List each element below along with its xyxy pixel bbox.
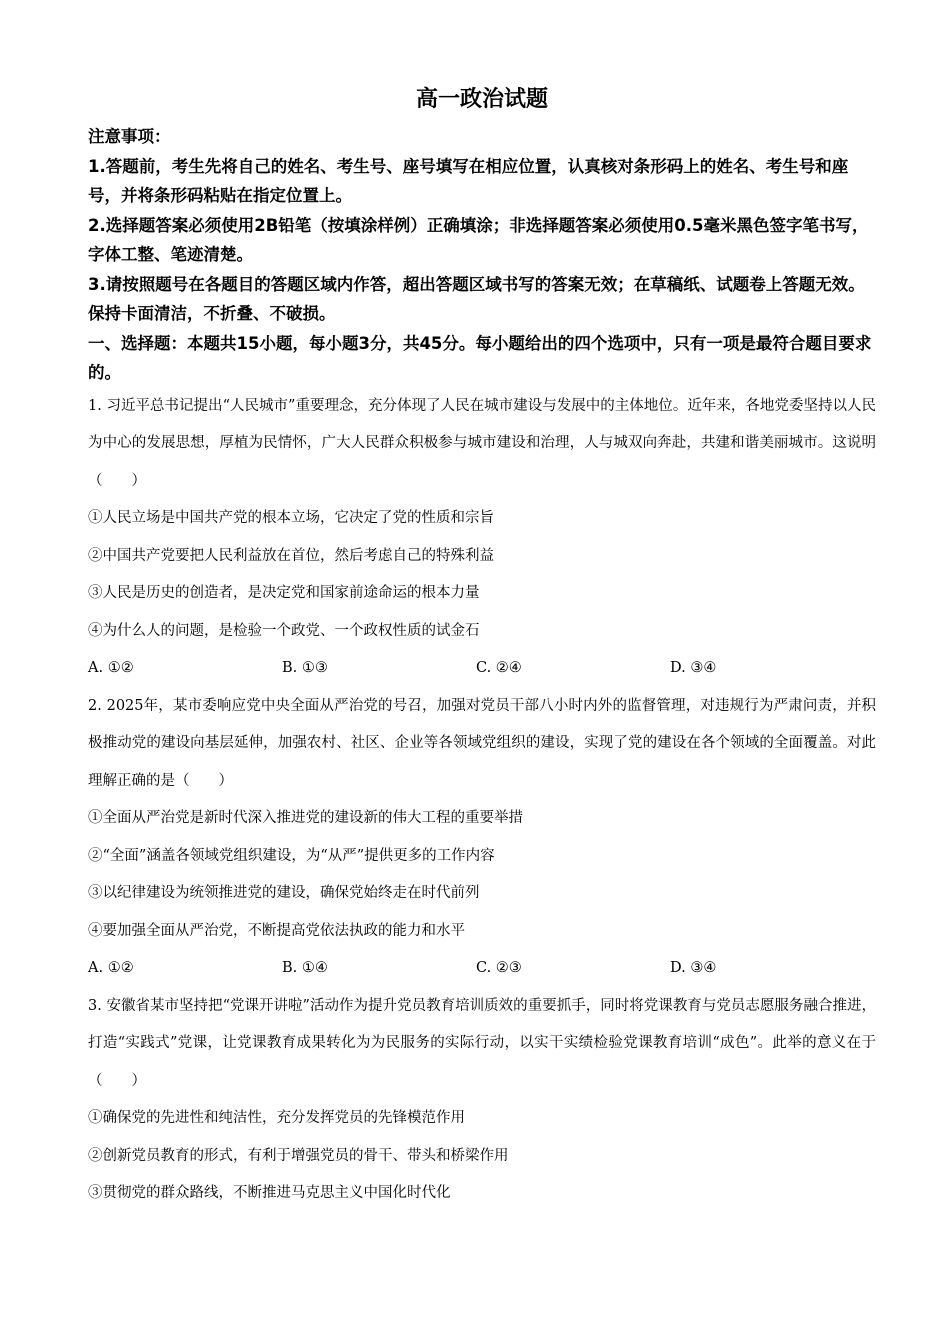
question-2-choice-c[interactable]: C. ②③ bbox=[476, 960, 522, 976]
exam-page bbox=[88, 80, 876, 1213]
question-1-choices bbox=[88, 650, 876, 688]
notice-block bbox=[88, 122, 876, 329]
question-2 bbox=[88, 688, 876, 988]
question-2-choices bbox=[88, 950, 876, 988]
question-3 bbox=[88, 988, 876, 1213]
question-1-choice-d[interactable]: D. ③④ bbox=[670, 660, 717, 676]
question-2-stem: 2. 2025年，某市委响应党中央全面从严治党的号召，加强对党员干部八小时内外的监督管理，对违规行为严肃问责，并积极推动党的建设向基层延伸，加强农村、社区、企业等各领域党组织的建设，实现了党的建设在各个领域的全面覆盖。对此理解正确的是（ ） bbox=[88, 697, 876, 789]
question-2-statement-3: ③以纪律建设为统领推进党的建设，确保党始终走在时代前列 bbox=[88, 885, 480, 901]
question-2-choice-d[interactable]: D. ③④ bbox=[670, 960, 717, 976]
question-1-statement-2: ②中国共产党要把人民利益放在首位，然后考虑自己的特殊利益 bbox=[88, 547, 494, 564]
question-2-choice-a[interactable]: A. ①② bbox=[88, 960, 134, 976]
question-1-statement-1: ①人民立场是中国共产党的根本立场，它决定了党的性质和宗旨 bbox=[88, 510, 494, 526]
question-3-stem: 3. 安徽省某市坚持把“党课开讲啦”活动作为提升党员教育培训质效的重要抓手，同时将党课教育与党员志愿服务融合推进，打造“实践式”党课，让党课教育成果转化为为民服务的实际行动，以实干实绩检验党课教育培训“成色”。此举的意义在于（ ） bbox=[88, 997, 876, 1089]
notice-heading: 注意事项： bbox=[88, 127, 171, 146]
notice-item-2: 2.选择题答案必须使用2B铅笔（按填涂样例）正确填涂；非选择题答案必须使用0.5毫米黑色签字笔书写，字体工整、笔迹清楚。 bbox=[88, 215, 869, 264]
question-1-statement-4: ④为什么人的问题，是检验一个政党、一个政权性质的试金石 bbox=[88, 622, 480, 639]
question-1 bbox=[88, 388, 876, 688]
section-heading: 一、选择题：本题共15小题，每小题3分，共45分。每小题给出的四个选项中，只有一项是最符合题目要求的。 bbox=[88, 333, 872, 382]
question-1-choice-b[interactable]: B. ①③ bbox=[282, 660, 328, 676]
question-3-statement-2: ②创新党员教育的形式，有利于增强党员的骨干、带头和桥梁作用 bbox=[88, 1147, 509, 1164]
question-3-statement-1: ①确保党的先进性和纯洁性，充分发挥党员的先锋模范作用 bbox=[88, 1110, 465, 1126]
question-3-statement-3: ③贯彻党的群众路线，不断推进马克思主义中国化时代化 bbox=[88, 1185, 451, 1201]
notice-item-3: 3.请按照题号在各题目的答题区域内作答，超出答题区域书写的答案无效；在草稿纸、试题卷上答题无效。保持卡面清洁，不折叠、不破损。 bbox=[88, 274, 865, 323]
question-1-stem: 1. 习近平总书记提出“人民城市”重要理念，充分体现了人民在城市建设与发展中的主体地位。近年来，各地党委坚持以人民为中心的发展思想，厚植为民情怀，广大人民群众积极参与城市建设和治理，人与城双向奔赴，共建和谐美丽城市。这说明（ ） bbox=[88, 397, 876, 489]
question-2-statement-1: ①全面从严治党是新时代深入推进党的建设新的伟大工程的重要举措 bbox=[88, 810, 523, 826]
question-1-statement-3: ③人民是历史的创造者，是决定党和国家前途命运的根本力量 bbox=[88, 585, 480, 601]
question-1-choice-a[interactable]: A. ①② bbox=[88, 660, 134, 676]
question-1-choice-c[interactable]: C. ②④ bbox=[476, 660, 522, 676]
exam-title: 高一政治试题 bbox=[415, 86, 548, 112]
question-2-statement-4: ④要加强全面从严治党，不断提高党依法执政的能力和水平 bbox=[88, 922, 465, 939]
notice-item-1: 1.答题前，考生先将自己的姓名、考生号、座号填写在相应位置，认真核对条形码上的姓名、考生号和座号，并将条形码粘贴在指定位置上。 bbox=[88, 156, 849, 205]
question-2-choice-b[interactable]: B. ①④ bbox=[282, 960, 328, 976]
question-2-statement-2: ②“全面”涵盖各领域党组织建设，为“从严”提供更多的工作内容 bbox=[88, 847, 495, 864]
